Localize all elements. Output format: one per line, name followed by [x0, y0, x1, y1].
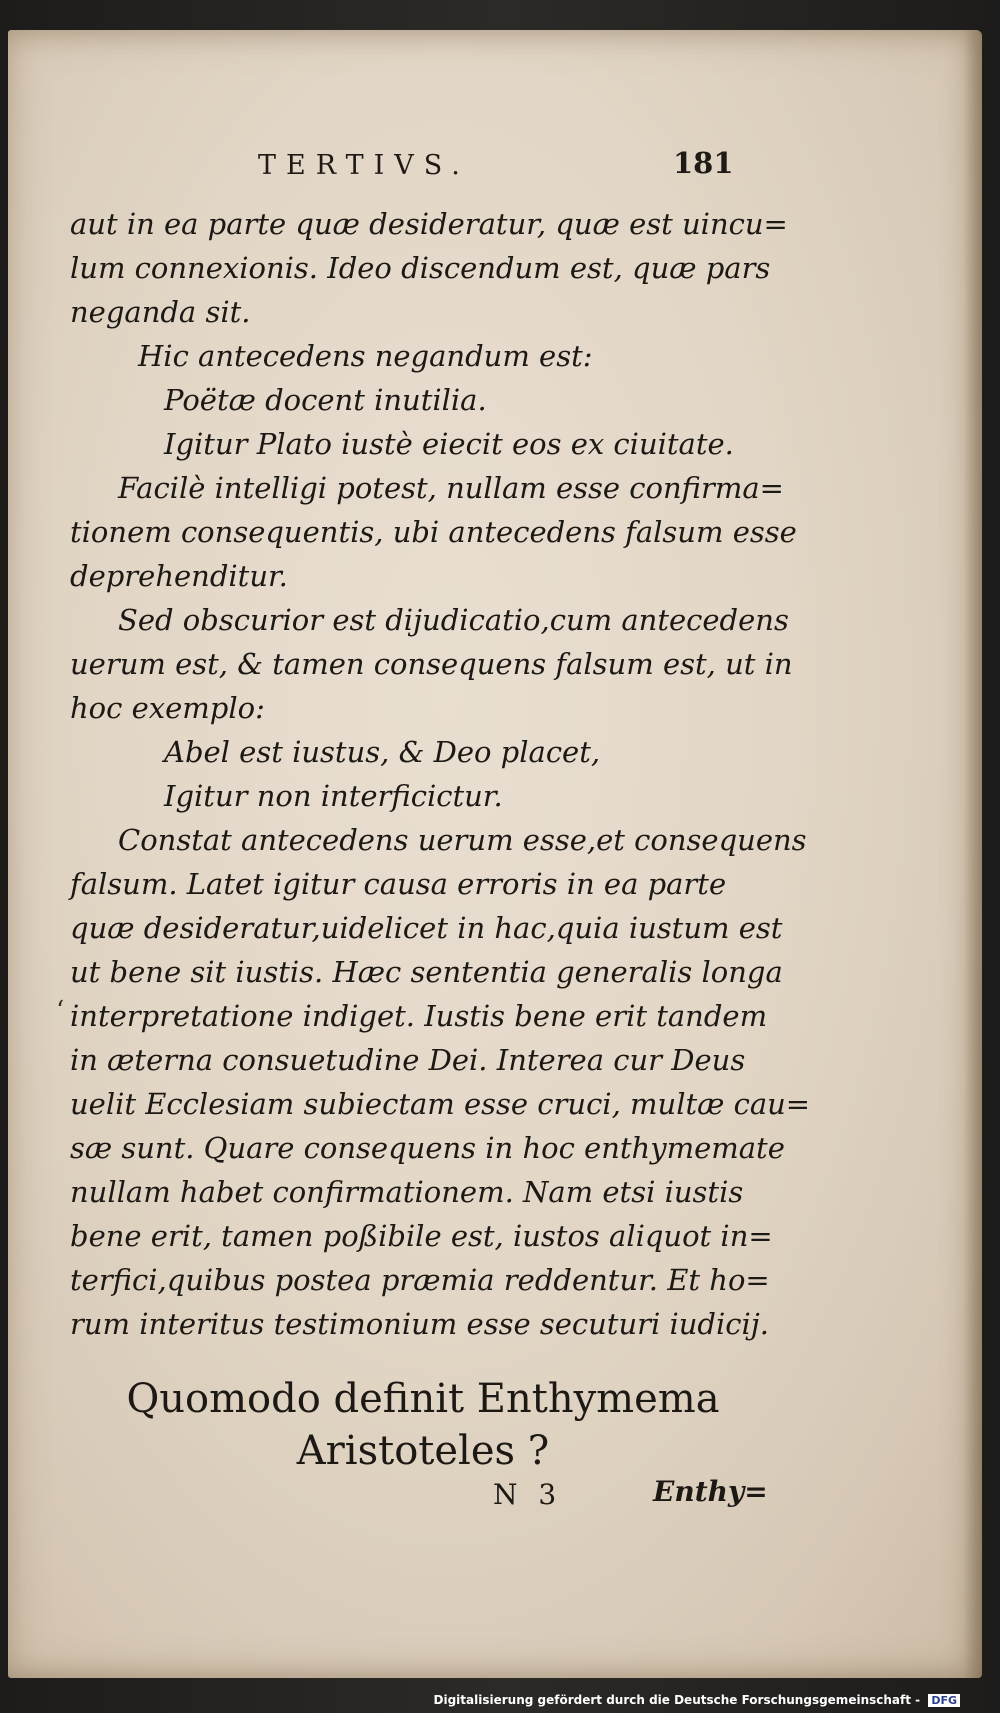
margin-mark: ‘	[56, 996, 65, 1026]
text-line: neganda sit.	[70, 295, 251, 329]
text-line: deprehenditur.	[70, 559, 288, 593]
text-line: interpretatione indiget. Iustis bene erit tandem	[70, 999, 768, 1033]
page-number: 181	[673, 146, 734, 180]
section-heading-line2: Aristoteles ?	[296, 1428, 550, 1474]
text-line: lum connexionis. Ideo discendum est, quæ pars	[70, 251, 771, 285]
body-text	[70, 202, 811, 1346]
text-line: in æterna consuetudine Dei. Interea cur Deus	[70, 1043, 746, 1077]
digitization-credit	[434, 1693, 960, 1707]
section-heading-line1: Quomodo definit Enthymema	[126, 1376, 720, 1422]
page-edge-shadow	[964, 30, 982, 1678]
text-line: sæ sunt. Quare consequens in hoc enthymemate	[70, 1131, 785, 1165]
text-line: terfici,quibus postea præmia reddentur. Et ho=	[70, 1263, 770, 1297]
text-line: aut in ea parte quæ desideratur, quæ est uincu=	[70, 207, 788, 241]
example-line: Igitur non interficictur.	[164, 779, 503, 813]
example-line: Igitur Plato iustè eiecit eos ex ciuitate.	[164, 427, 734, 461]
page-header	[8, 146, 982, 190]
paragraph-start: Constat antecedens uerum esse,et consequens	[118, 823, 807, 857]
book-page	[8, 30, 982, 1678]
text-line: tionem consequentis, ubi antecedens falsum esse	[70, 515, 797, 549]
text-line: quæ desideratur,uidelicet in hac,quia iustum est	[70, 911, 783, 945]
text-line: rum interitus testimonium esse secuturi iudicij.	[70, 1307, 770, 1341]
example-line: Abel est iustus, & Deo placet,	[164, 735, 601, 769]
text-line: hoc exemplo:	[70, 691, 265, 725]
section-heading	[8, 1373, 838, 1477]
text-line: ut bene sit iustis. Hæc sententia generalis longa	[70, 955, 783, 989]
catchword: Enthy=	[653, 1475, 768, 1508]
credit-text: Digitalisierung gefördert durch die Deutsche Forschungsgemeinschaft -	[433, 1693, 921, 1707]
text-line: Hic antecedens negandum est:	[138, 339, 593, 373]
text-line: nullam habet confirmationem. Nam etsi iustis	[70, 1175, 744, 1209]
dfg-logo: DFG	[928, 1694, 960, 1707]
text-line: uelit Ecclesiam subiectam esse cruci, multæ cau=	[70, 1087, 811, 1121]
example-line: Poëtæ docent inutilia.	[164, 383, 487, 417]
paragraph-start: Sed obscurior est dijudicatio,cum antecedens	[118, 603, 789, 637]
text-line: uerum est, & tamen consequens falsum est, ut in	[70, 647, 793, 681]
text-line: bene erit, tamen poßibile est, iustos aliquot in=	[70, 1219, 773, 1253]
signature-mark: N 3	[493, 1478, 563, 1511]
running-head: TERTIVS.	[258, 150, 470, 181]
text-line: falsum. Latet igitur causa erroris in ea parte	[70, 867, 727, 901]
paragraph-start: Facilè intelligi potest, nullam esse confirma=	[118, 471, 784, 505]
